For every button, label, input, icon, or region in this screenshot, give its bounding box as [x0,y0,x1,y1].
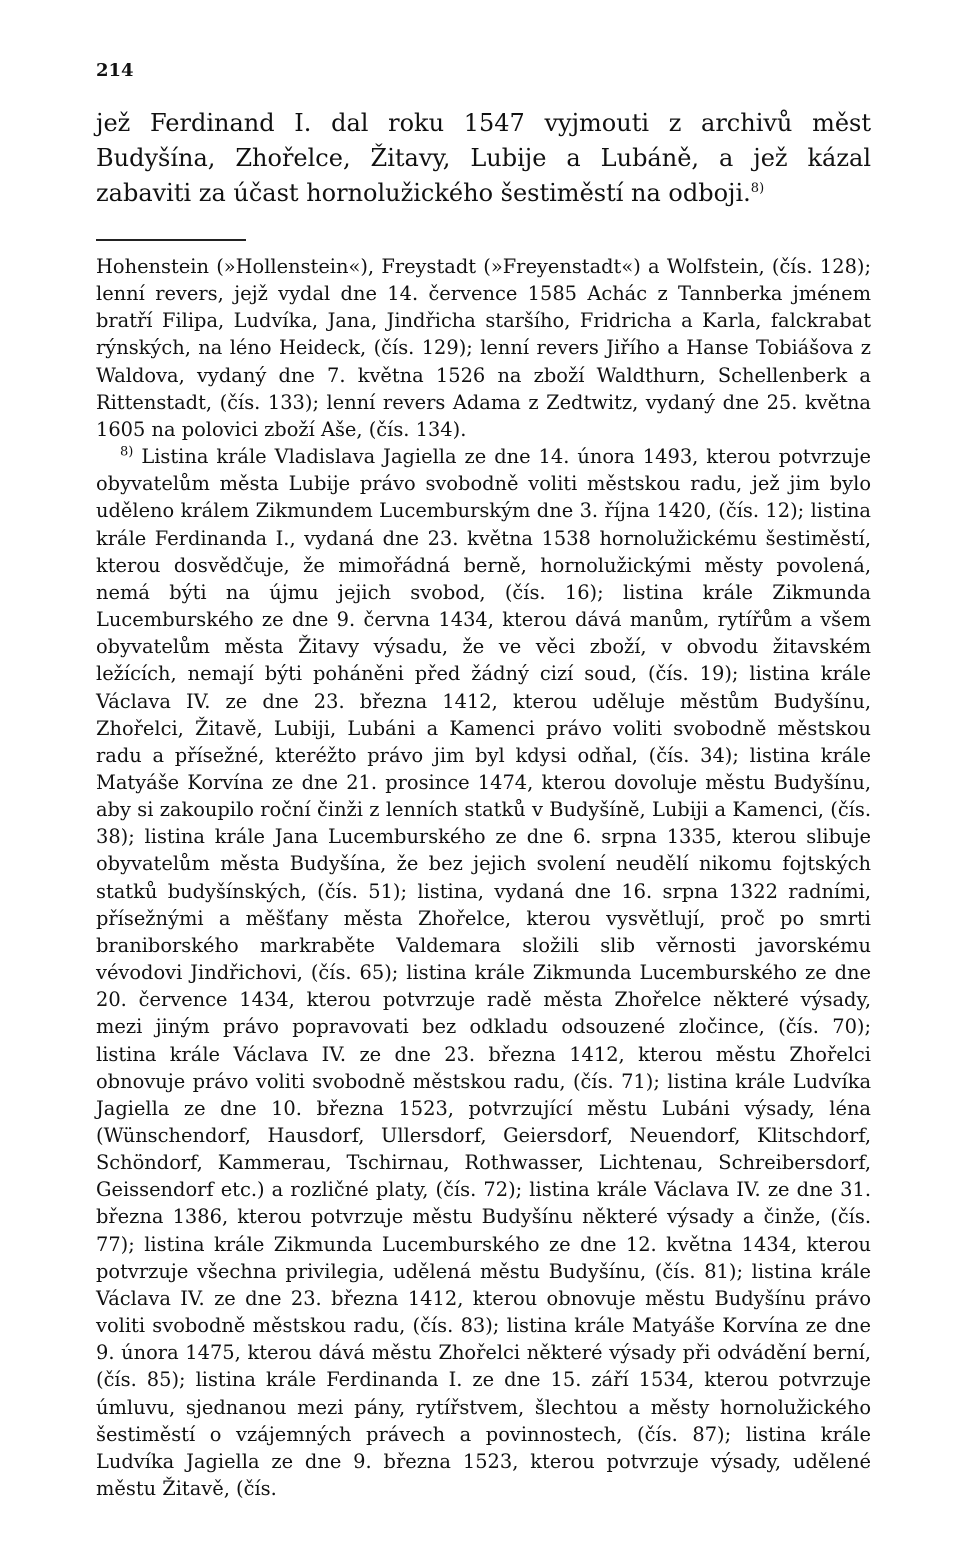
main-paragraph-text: jež Ferdinand I. dal roku 1547 vyjmouti z archivů měst Budyšína, Zhořelce, Žitavy, Lubije a Lubáně, a jež kázal zabaviti za účast hornolužického šestiměstí na odboji. [96,109,871,207]
footnote-continuation [96,253,871,443]
footnote-separator [96,239,246,241]
footnotes [96,253,871,1502]
footnote-marker: 8) [120,444,134,460]
footnote-text: Hohenstein (»Hollenstein«), Freystadt (»Freyenstadt«) a Wolfstein, (čís. 128); lenní revers, jejž vydal dne 14. července 1585 Achác z Tannberka jménem bratří Filipa, Ludvíka, Jana, Jindřicha staršího, Fridricha a Karla, falckrabat rýnských, na léno Heideck, (čís. 129); lenní revers Jiřího a Hanse Tobiášova z Waldova, vydaný dne 7. května 1526 na zboží Waldthurn, Schellenberk a Rittenstadt, (čís. 133); lenní revers Adama z Zedtwitz, vydaný dne 25. května 1605 na polovici zboží Aše, (čís. 134). [96,255,871,441]
main-paragraph [96,106,871,211]
footnote-reference: 8) [750,181,765,196]
footnote-8 [96,443,871,1502]
footnote-text: Listina krále Vladislava Jagiella ze dne 14. února 1493, kterou potvrzuje obyvatelům města Lubije právo svobodně voliti městskou radu, jež jim bylo uděleno králem Zikmundem Lucemburským dne 3. října 1420, (čís. 12); listina krále Ferdinanda I., vydaná dne 23. května 1538 hornolužickému šestiměstí, kterou dosvědčuje, že mimořádná berně, hornolužickými městy povolená, nemá býti na újmu jejich svobod, (čís. 16); listina krále Zikmunda Lucemburského ze dne 9. června 1434, kterou dává manům, rytířům a všem obyvatelům města Žitavy výsadu, že ve věci zboží, v obvodu žitavském ležících, nemají býti poháněni před žádný cizí soud, (čís. 19); listina krále Václava IV. ze dne 23. března 1412, kterou uděluje městům Budyšínu, Zhořelci, Žitavě, Lubiji, Lubáni a Kamenci právo voliti svobodně městskou radu a přísežné, kteréžto právo jim byl kdysi odňal, (čís. 34); listina krále Matyáše Korvína ze dne 21. prosince 1474, kterou dovoluje městu Budyšínu, aby si zakoupilo roční činži z lenních statků v Budyšíně, Lubiji a Kamenci, (čís. 38); listina krále Jana Lucemburského ze dne 6. srpna 1335, kterou slibuje obyvatelům města Budyšína, že bez jejich svolení neudělí nikomu fojtských statků budyšínských, (čís. 51); listina, vydaná dne 16. srpna 1322 radními, přísežnými a měšťany města Zhořelce, kterou vysvětlují, proč po smrti braniborského markraběte Valdemara složili slib věrnosti javorskému vévodovi Jindřichovi, (čís. 65); listina krále Zikmunda Lucemburského ze dne 20. července 1434, kterou potvrzuje radě města Zhořelce některé výsady, mezi jiným právo popravovati bez odkladu odsouzené zločince, (čís. 70); listina krále Václava IV. ze dne 23. března 1412, kterou městu Zhořelci obnovuje právo voliti svobodně městskou radu, (čís. 71); listina krále Ludvíka Jagiella ze dne 10. března 1523, potvrzující městu Lubáni výsady, léna (Wünschendorf, Hausdorf, Ullersdorf, Geiersdorf, Neuendorf, Klitschdorf, Schöndorf, Kammerau, Tschirnau, Rothwasser, Lichtenau, Schreibersdorf, Geissendorf etc.) a rozličné platy, (čís. 72); listina krále Václava IV. ze dne 31. března 1386, kterou potvrzuje městu Budyšínu některé výsady a činže, (čís. 77); listina krále Zikmunda Lucemburského ze dne 12. května 1434, kterou potvrzuje všechna privilegia, udělená městu Budyšínu, (čís. 81); listina krále Václava IV. ze dne 23. března 1412, kterou obnovuje městu Budyšínu právo voliti svobodně městskou radu, (čís. 83); listina krále Matyáše Korvína ze dne 9. února 1475, kterou dává městu Zhořelci některé výsady při odvádění berní, (čís. 85); listina krále Ferdinanda I. ze dne 15. září 1534, kterou potvrzuje úmluvu, sjednanou mezi pány, rytířstvem, šlechtou a městy hornolužického šestiměstí o vzájemných právech a povinnostech, (čís. 87); listina krále Ludvíka Jagiella ze dne 9. března 1523, kterou potvrzuje výsady, udělené městu Žitavě, (čís. [96,445,871,1501]
document-page [96,60,871,1502]
page-number: 214 [96,60,134,81]
